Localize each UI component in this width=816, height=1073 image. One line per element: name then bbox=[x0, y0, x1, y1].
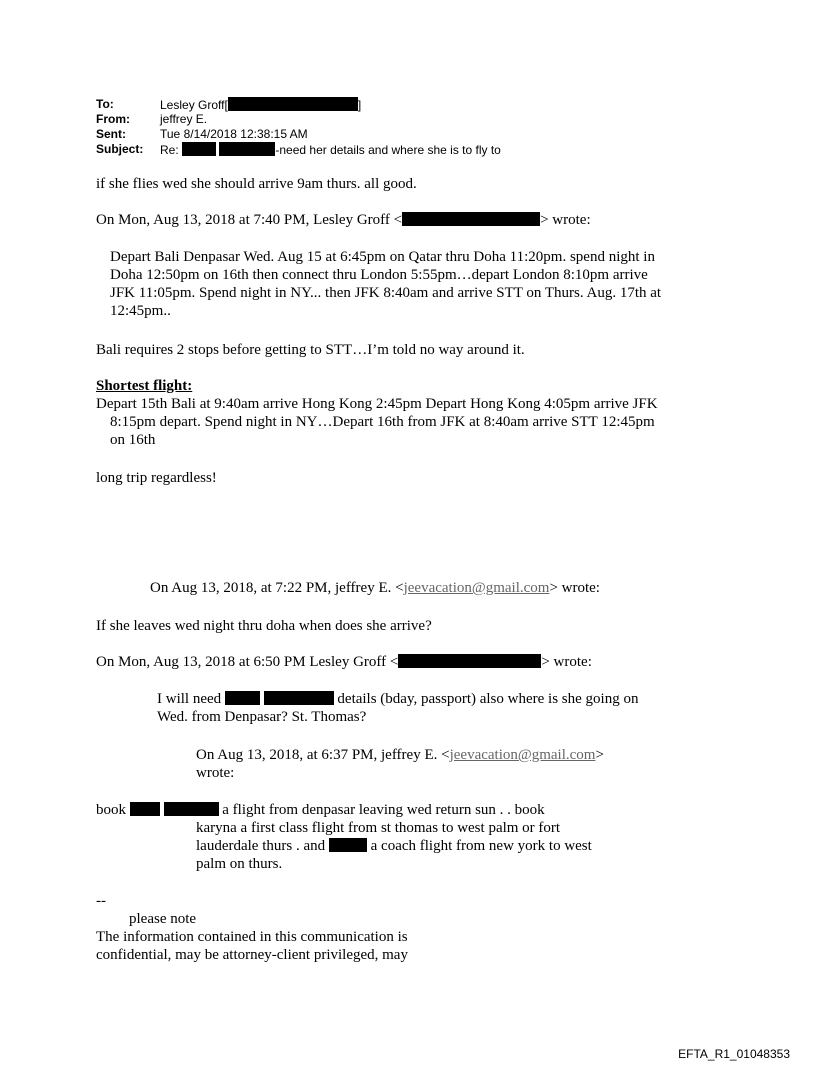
itinerary-line: 12:45pm.. bbox=[110, 303, 171, 319]
bali-note: Bali requires 2 stops before getting to STT…I’m told no way around it. bbox=[96, 342, 525, 358]
signature-line: confidential, may be attorney-client privileged, may bbox=[96, 947, 408, 963]
shortest-line: Depart 15th Bali at 9:40am arrive Hong Kong 2:45pm Depart Hong Kong 4:05pm arrive JFK bbox=[96, 396, 658, 412]
itinerary-line: Doha 12:50pm on 16th then connect thru London 5:55pm…depart London 8:10pm arrive bbox=[110, 267, 648, 283]
sent-label: Sent: bbox=[96, 127, 126, 141]
subject-label: Subject: bbox=[96, 142, 144, 156]
redaction bbox=[182, 142, 216, 156]
quote-header-3: On Mon, Aug 13, 2018 at 6:50 PM Lesley Groff < > wrote: bbox=[96, 654, 592, 670]
book-line: palm on thurs. bbox=[196, 856, 283, 872]
shortest-line: on 16th bbox=[110, 432, 156, 448]
quote-header-4-wrote: wrote: bbox=[196, 765, 235, 781]
redaction bbox=[225, 691, 260, 705]
book-word: book a flight from denpasar leaving wed return sun . . book bbox=[96, 802, 545, 818]
signature-dash: -- bbox=[96, 893, 106, 909]
signature-line: The information contained in this communication is bbox=[96, 929, 408, 945]
need-line: I will need details (bday, passport) also where is she going on bbox=[157, 691, 639, 707]
redaction bbox=[228, 97, 358, 111]
itinerary-line: JFK 11:05pm. Spend night in NY... then JFK 8:40am and arrive STT on Thurs. Aug. 17th at bbox=[110, 285, 662, 301]
from-label: From: bbox=[96, 112, 130, 126]
redaction bbox=[130, 802, 160, 816]
redaction bbox=[264, 691, 334, 705]
sent-value: Tue 8/14/2018 12:38:15 AM bbox=[160, 127, 308, 141]
document-id: EFTA_R1_01048353 bbox=[678, 1047, 790, 1061]
shortest-line: 8:15pm depart. Spend night in NY…Depart 16th from JFK at 8:40am arrive STT 12:45pm bbox=[110, 414, 655, 430]
redaction bbox=[164, 802, 219, 816]
signature-note: please note bbox=[129, 911, 197, 927]
email-link[interactable]: jeevacation@gmail.com bbox=[403, 580, 550, 596]
subject-value: Re: -need her details and where she is to fly to bbox=[160, 143, 501, 157]
long-trip: long trip regardless! bbox=[96, 470, 217, 486]
from-value: jeffrey E. bbox=[160, 112, 208, 126]
to-value: Lesley Groff[ ] bbox=[160, 98, 362, 112]
reply-line: if she flies wed she should arrive 9am thurs. all good. bbox=[96, 176, 417, 192]
quote-header-1: On Mon, Aug 13, 2018 at 7:40 PM, Lesley Groff < > wrote: bbox=[96, 212, 591, 228]
quote-header-4: On Aug 13, 2018, at 6:37 PM, jeffrey E. <jeevacation@gmail.com> bbox=[196, 747, 604, 763]
book-line: lauderdale thurs . and a coach flight from new york to west bbox=[196, 838, 592, 854]
itinerary-line: Depart Bali Denpasar Wed. Aug 15 at 6:45pm on Qatar thru Doha 11:20pm. spend night in bbox=[110, 249, 655, 265]
email-link[interactable]: jeevacation@gmail.com bbox=[449, 747, 596, 763]
shortest-title: Shortest flight: bbox=[96, 378, 193, 394]
redaction bbox=[219, 142, 275, 156]
redaction bbox=[329, 838, 367, 852]
redaction bbox=[402, 212, 540, 226]
book-line: karyna a first class flight from st thomas to west palm or fort bbox=[196, 820, 561, 836]
redaction bbox=[398, 654, 541, 668]
question-line: If she leaves wed night thru doha when does she arrive? bbox=[96, 618, 432, 634]
to-label: To: bbox=[96, 97, 114, 111]
quote-header-2: On Aug 13, 2018, at 7:22 PM, jeffrey E. <jeevacation@gmail.com> wrote: bbox=[150, 580, 600, 596]
need-line-2: Wed. from Denpasar? St. Thomas? bbox=[157, 709, 367, 725]
